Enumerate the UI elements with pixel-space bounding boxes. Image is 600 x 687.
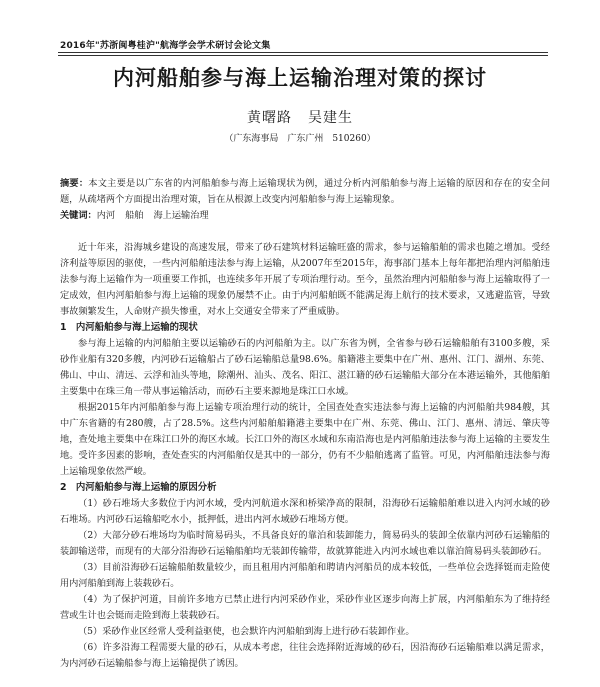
section-heading: 1 内河船舶参与海上运输的现状 bbox=[60, 322, 198, 333]
author-line bbox=[0, 107, 600, 127]
header-rule bbox=[58, 52, 548, 53]
paragraph: 近十年来，沿海城乡建设的高速发展，带来了砂石建筑材料运输旺盛的需求，参与运输船舶的需求也随之增加。受经济利益等原因的驱使，一些内河船舶违法参与海上运输，从2007年至2015年，海事部门基本上每年都把治理内河船舶违法参与海上运输作为一项重要工作抓，也连续多年开展了专项治理行动。至今，虽然治理内河船舶参与海上运输取得了一定成效，但内河船舶参与海上运输的现象仍屡禁不止。由于内河船舶既不能满足海上航行的技术要求，又逃避监管，导致事故频繁发生，人命财产损失惨重，对水上交通安全带来了严重威胁。 bbox=[60, 242, 550, 317]
list-item: （6）许多沿海工程需要大量的砂石，从成本考虑，往往会选择附近海域的砂石，因沿海砂石运输船难以满足需求，为内河砂石运输船参与海上运输提供了诱因。 bbox=[60, 642, 550, 669]
paragraph: 根据2015年内河船舶参与海上运输专项治理行动的统计，全国查处查实违法参与海上运输的内河船舶共984艘，其中广东省籍的有280艘，占了28.5%。这些内河船舶船籍港主要集中在广州、东莞、佛山、江门、惠州、清远、肇庆等地，查处地主要集中在珠江口外的海区水域。长江口外的海区水域和东南沿海也是内河船舶违法参与海上运输的主要发生地。受许多因素的影响，查处查实的内河船舶仅是其中的一部分，仍有不少船舶逃离了监管。可见，内河船舶违法参与海上运输现象依然严峻。 bbox=[60, 402, 550, 477]
list-item: （5）采砂作业区经常人受利益驱使，也会默许内河船舶到海上进行砂石装卸作业。 bbox=[78, 626, 415, 637]
abstract-text: 本文主要是以广东省的内河船舶参与海上运输现状为例，通过分析内河船舶参与海上运输的原因和存在的安全问题，从疏堵两个方面提出治理对策，旨在从根源上改变内河船舶参与海上运输现象。 bbox=[60, 178, 551, 205]
author-name: 黄曙路 bbox=[247, 110, 292, 126]
keyword: 内河 bbox=[96, 210, 116, 221]
list-item: （1）砂石堆场大多数位于内河水域，受内河航道水深和桥梁净高的限制，沿海砂石运输船舶难以进入内河水域的砂石堆场。内河砂石运输船吃水小，抵押低，进出内河水域砂石堆场方便。 bbox=[60, 498, 550, 525]
keyword: 船舶 bbox=[125, 210, 144, 221]
abstract bbox=[60, 176, 550, 208]
paragraph: 参与海上运输的内河船舶主要以运输砂石的内河船舶为主。以广东省为例，全省参与砂石运输船舶有3100多艘，采砂作业船有320多艘，内河砂石运输船占了砂石运输船总量98.6%。船籍港主要集中在广州、惠州、江门、湖州、东莞、佛山、中山、清远、云浮和汕头等地，除潮州、汕头、茂名、阳江、湛江籍的砂石运输船大部分在本港运输外，其他船舶主要集中在珠三角一带从事运输活动，而砂石主要来源地是珠江口水域。 bbox=[60, 338, 550, 397]
author-name: 吴建生 bbox=[308, 110, 353, 126]
list-item: （3）目前沿海砂石运输船舶数量较少，而且租用内河船舶和聘请内河船员的成本较低，一些单位会选择铤而走险使用内河船舶到海上装载砂石。 bbox=[60, 562, 550, 589]
list-item: （4）为了保护河道，目前许多地方已禁止进行内河采砂作业，采砂作业区逐步向海上扩展，内河船舶东为了维持经营或生计也会铤而走险到海上装载砂石。 bbox=[60, 594, 550, 621]
keywords-label: 关键词： bbox=[60, 210, 97, 221]
section-heading: 2 内河船舶参与海上运输的原因分析 bbox=[60, 482, 217, 493]
keywords bbox=[60, 208, 550, 224]
abstract-label: 摘要： bbox=[60, 178, 89, 189]
keyword: 海上运输治理 bbox=[153, 210, 209, 221]
running-header: 2016年"苏浙闽粤桂沪"航海学会学术研讨会论文集 bbox=[60, 41, 271, 51]
header-rule-thin bbox=[58, 55, 548, 56]
list-item: （2）大部分砂石堆场均为临时简易码头，不具备良好的靠泊和装卸能力，简易码头的装卸全依靠内河砂石运输船的装卸输送带，而现有的大部分沿海砂石运输船舶均无装卸传输带，故就算能进入内河水域也难以靠泊简易码头装卸砂石。 bbox=[60, 530, 550, 557]
paper-title: 内河船舶参与海上运输治理对策的探讨 bbox=[113, 66, 487, 90]
affiliation: （广东海事局 广东广州 510260） bbox=[224, 134, 376, 144]
body-text bbox=[60, 240, 550, 672]
